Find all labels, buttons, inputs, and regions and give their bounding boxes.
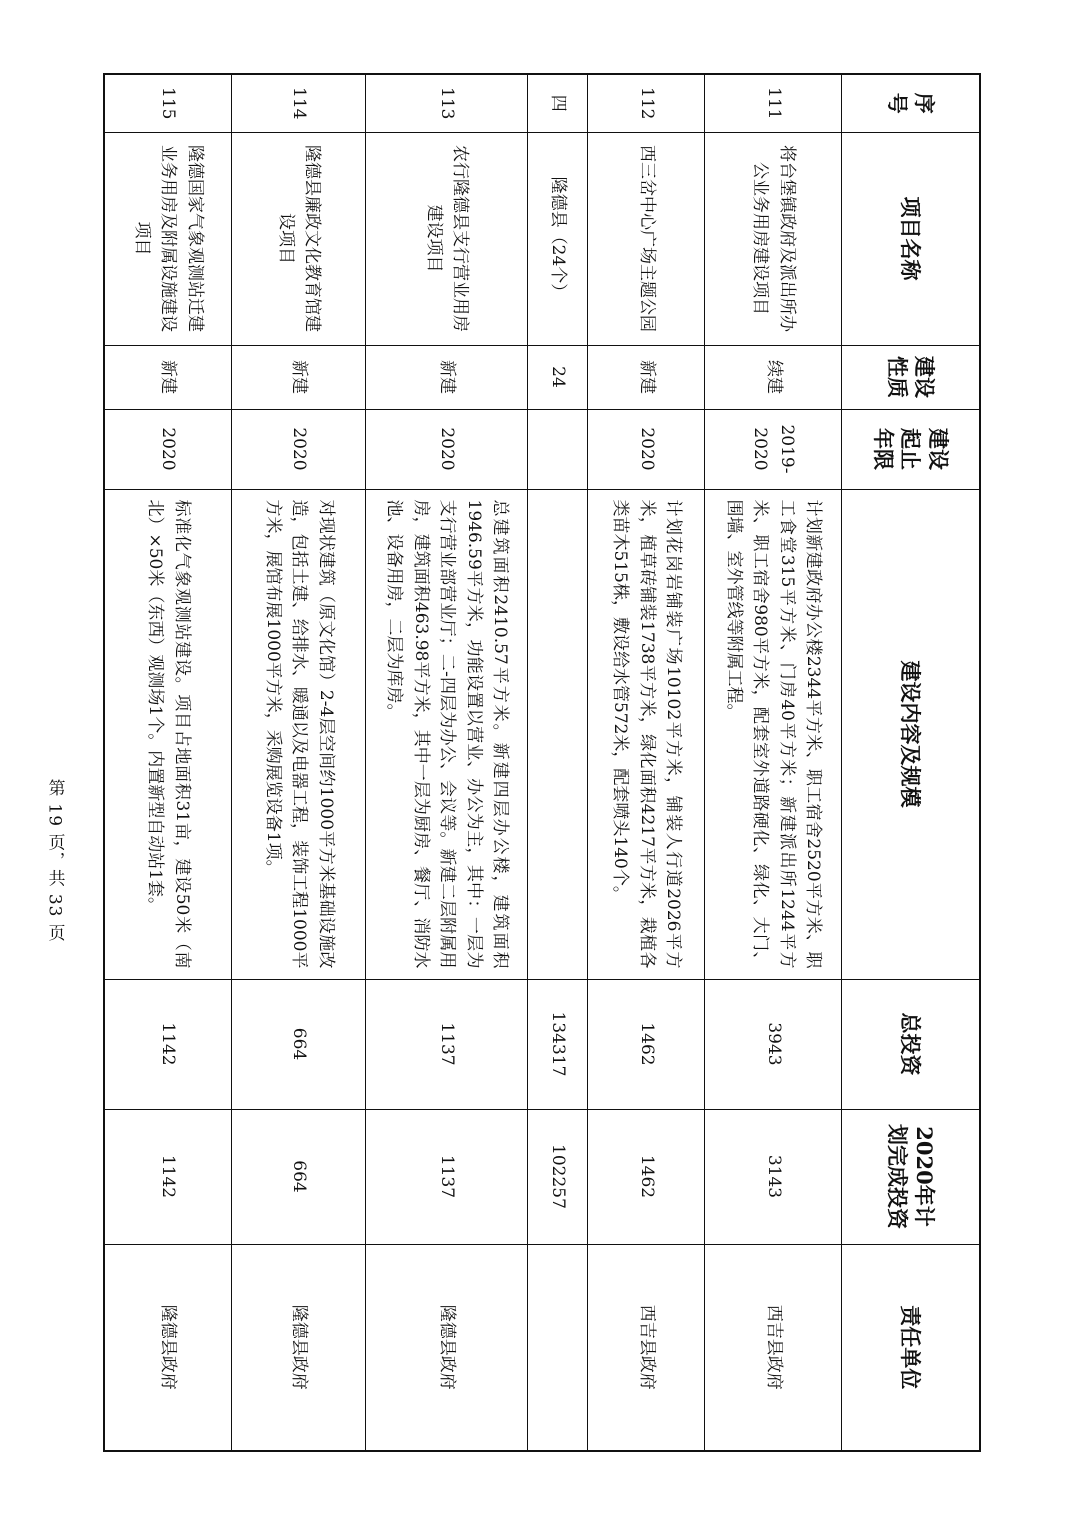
section-row [528,74,588,1451]
cell-type: 24 [528,345,588,409]
cell-seq: 111 [705,74,842,132]
table-row [705,74,842,1451]
cell-period: 2020 [366,409,528,489]
cell-content [528,489,588,979]
cell-type: 新建 [104,345,232,409]
cell-type: 新建 [366,345,528,409]
header-type: 建设性质 [842,345,980,409]
project-table [103,73,981,1452]
cell-seq: 114 [232,74,366,132]
cell-period: 2019-2020 [705,409,842,489]
table-row [232,74,366,1451]
header-content: 建设内容及规模 [842,489,980,979]
cell-name: 隆德县廉政文化教育馆建设项目 [232,132,366,345]
cell-unit [528,1244,588,1451]
cell-unit: 西吉县政府 [588,1244,705,1451]
cell-seq: 115 [104,74,232,132]
cell-type: 新建 [588,345,705,409]
table-row [366,74,528,1451]
cell-unit: 西吉县政府 [705,1244,842,1451]
cell-total: 1462 [588,979,705,1109]
cell-plan2020: 102257 [528,1109,588,1244]
page-footer: 第 19 页，共 33 页 [44,778,65,942]
cell-period: 2020 [588,409,705,489]
cell-unit: 隆德县政府 [104,1244,232,1451]
cell-total: 1142 [104,979,232,1109]
cell-name: 西三岔中心广场主题公园 [588,132,705,345]
cell-content: 计划新建政府办公楼2344平方米、职工宿舍2520平方米、职工食堂315平方米、门房40平方米；新建派出所1244平方米、职工宿舍980平方米，配套室外道路硬化、绿化、大门、围墙、室外管线等附属工程。 [705,489,842,979]
cell-total: 664 [232,979,366,1109]
header-row [842,74,980,1451]
cell-unit: 隆德县政府 [366,1244,528,1451]
cell-seq: 112 [588,74,705,132]
cell-unit: 隆德县政府 [232,1244,366,1451]
cell-content: 标准化气象观测站建设。项目占地面积31亩，建设50米（南北）×50米（东西）观测场1个。内置新型自动站1套。 [104,489,232,979]
cell-type: 新建 [232,345,366,409]
header-unit: 责任单位 [842,1244,980,1451]
header-total: 总投资 [842,979,980,1109]
table-row [588,74,705,1451]
cell-period [528,409,588,489]
rotated-table-sheet [105,73,981,1450]
cell-plan2020: 1142 [104,1109,232,1244]
cell-name: 农行隆德县支行营业用房建设项目 [366,132,528,345]
cell-name: 隆德县（24个） [528,132,588,345]
cell-plan2020: 1462 [588,1109,705,1244]
cell-content: 计划花岗岩铺装广场10102平方米，铺装人行道2026平方米，植草砖铺装1738平方米，绿化面积4217平方米，栽植各类苗木515株，敷设给水管572米，配套喷头140个。 [588,489,705,979]
cell-total: 134317 [528,979,588,1109]
cell-period: 2020 [232,409,366,489]
header-seq: 序号 [842,74,980,132]
cell-plan2020: 3143 [705,1109,842,1244]
cell-plan2020: 664 [232,1109,366,1244]
cell-period: 2020 [104,409,232,489]
cell-total: 1137 [366,979,528,1109]
cell-type: 续建 [705,345,842,409]
cell-plan2020: 1137 [366,1109,528,1244]
table-row [104,74,232,1451]
header-period: 建设起止年限 [842,409,980,489]
cell-content: 总建筑面积2410.57平方米。新建四层办公楼，建筑面积1946.59平方米，功能设置以营业、办公为主，其中：一层为支行营业部营业厅；二-四层为办公、会议等。新建二层附属用房，建筑面积463.98平方米，其中一层为厨房、餐厅、消防水池、设备用房，二层为库房。 [366,489,528,979]
cell-name: 隆德国家气象观测站迁建业务用房及附属设施建设项目 [104,132,232,345]
cell-name: 将台堡镇政府及派出所办公业务用房建设项目 [705,132,842,345]
cell-content: 对现状建筑（原文化馆）2-4层空间约1000平方米基础设施改造，包括土建、给排水、暖通以及电器工程，装饰工程1000平方米，展馆布展1000平方米，采购展览设备1项。 [232,489,366,979]
cell-seq: 113 [366,74,528,132]
header-plan2020: 2020年计划完成投资 [842,1109,980,1244]
cell-total: 3943 [705,979,842,1109]
cell-seq: 四 [528,74,588,132]
header-name: 项目名称 [842,132,980,345]
